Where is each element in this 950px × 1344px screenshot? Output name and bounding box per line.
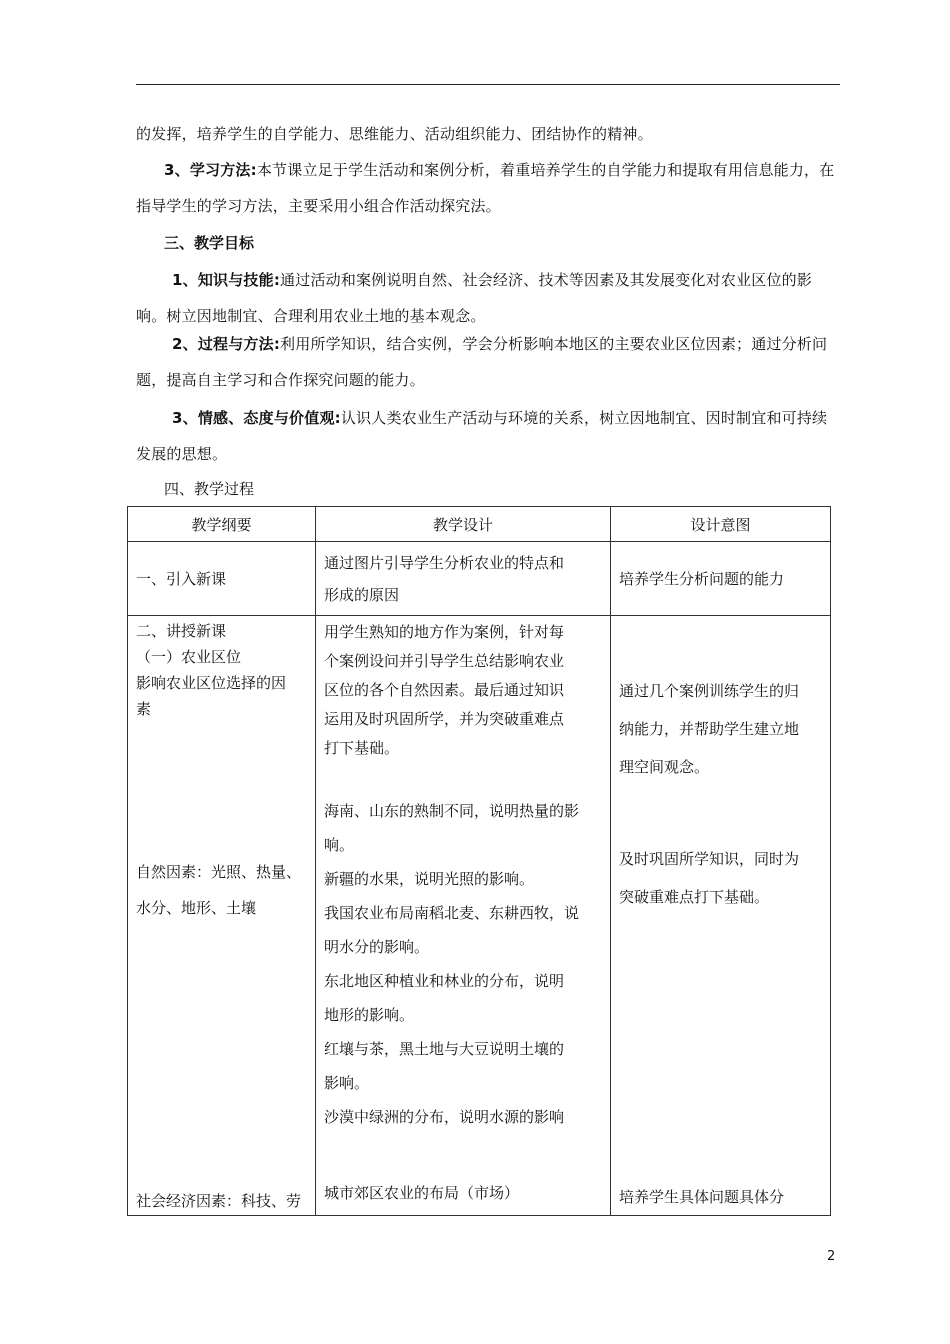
table-cell: 通过图片引导学生分析农业的特点和 形成的原因 — [316, 542, 611, 616]
paragraph-text: 本节课立足于学生活动和案例分析，着重培养学生的自学能力和提取有用信息能力，在指导学生的学习方法，主要采用小组合作活动探究法。 — [136, 161, 835, 215]
paragraph-label: 1、知识与技能: — [172, 271, 281, 289]
paragraph-text: 利用所学知识，结合实例，学会分析影响本地区的主要农业区位因素；通过分析问题，提高自主学习和合作探究问题的能力。 — [136, 335, 828, 389]
table-cell: 二、讲授新课 （一）农业区位 影响农业区位选择的因 素 自然因素：光照、热量、 水分、地形、土壤 社会经济因素：科技、劳 — [128, 616, 316, 1216]
table-cell: 用学生熟知的地方作为案例，针对每 个案例设问并引导学生总结影响农业 区位的各个自然因素。最后通过知识 运用及时巩固所学，并为突破重难点 打下基础。 海南、山东的熟制不同，说明热量的影 响。 新疆的水果，说明光照的影响。 我国农业布局南稻北麦、东耕西牧，说 明水分的影响。 东北地区种植业和林业的分布，说明 地形的影响。 红壤与茶，黑土地与大豆说明土壤的 影响。 沙漠中绿洲的分布，说明水源的影响 城市郊区农业的布局（市场） — [316, 616, 611, 1216]
column-header: 设计意图 — [611, 507, 831, 542]
column-header: 教学纲要 — [128, 507, 316, 542]
paragraph-text: 认识人类农业生产活动与环境的关系，树立因地制宜、因时制宜和可持续发展的思想。 — [136, 409, 828, 463]
table-row — [128, 616, 831, 1216]
paragraph-process-methods — [136, 326, 840, 398]
section-heading-objectives: 三、教学目标 — [164, 234, 255, 252]
table-cell: 一、引入新课 — [128, 542, 316, 616]
table-row — [128, 542, 831, 616]
paragraph-learning-method — [136, 152, 840, 224]
paragraph-knowledge-skills — [136, 262, 840, 334]
table-cell: 通过几个案例训练学生的归 纳能力，并帮助学生建立地 理空间观念。 及时巩固所学知识，同时为 突破重难点打下基础。 培养学生具体问题具体分 — [611, 616, 831, 1216]
section-heading-process: 四、教学过程 — [164, 480, 255, 498]
table-header-row — [128, 507, 831, 542]
paragraph-label: 3、学习方法: — [164, 161, 257, 179]
paragraph-label: 3、情感、态度与价值观: — [172, 409, 341, 427]
paragraph-continuation — [136, 116, 840, 152]
paragraph-text: 通过活动和案例说明自然、社会经济、技术等因素及其发展变化对农业区位的影响。树立因地制宜、合理利用农业土地的基本观念。 — [136, 271, 813, 325]
page-number: 2 — [827, 1249, 836, 1264]
paragraph-label: 2、过程与方法: — [172, 335, 281, 353]
teaching-process-table — [127, 506, 831, 1216]
paragraph-values — [136, 400, 840, 472]
paragraph-text: 的发挥，培养学生的自学能力、思维能力、活动组织能力、团结协作的精神。 — [136, 125, 653, 143]
table-cell: 培养学生分析问题的能力 — [611, 542, 831, 616]
header-rule — [136, 84, 840, 85]
column-header: 教学设计 — [316, 507, 611, 542]
